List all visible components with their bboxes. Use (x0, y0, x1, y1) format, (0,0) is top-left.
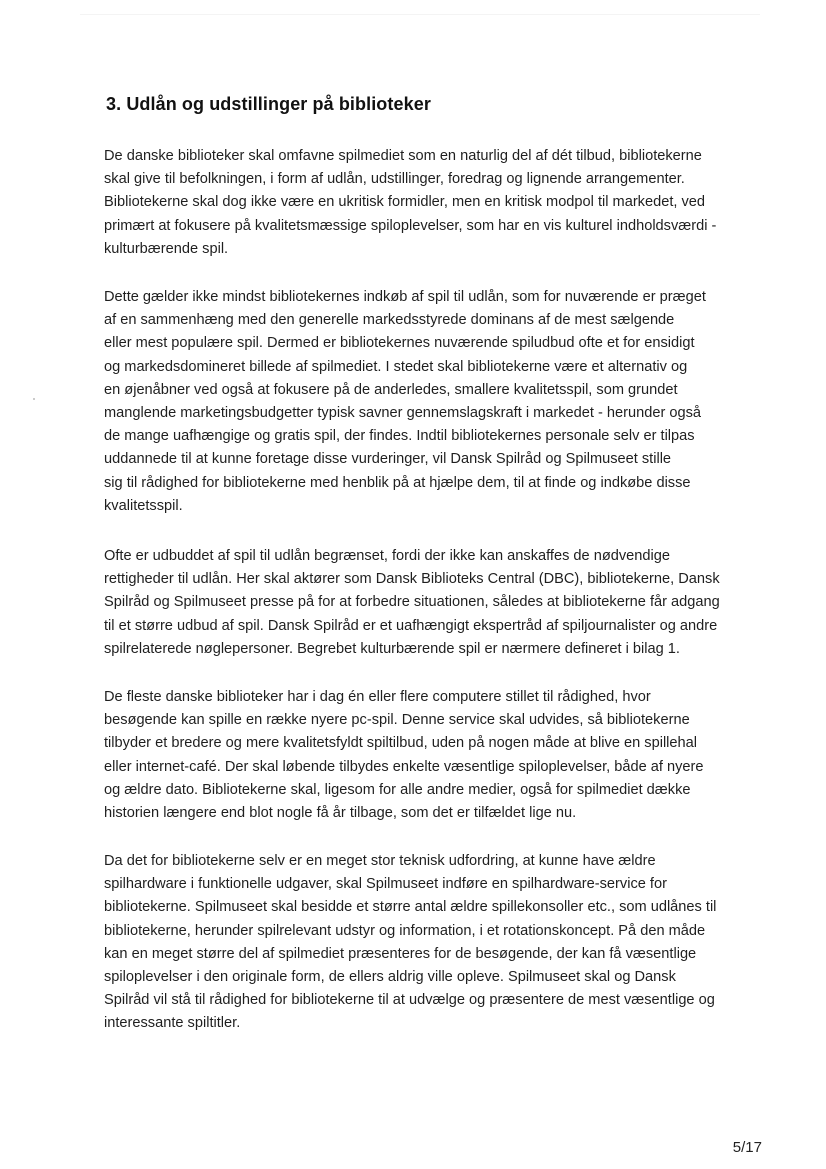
paragraph-4 (104, 686, 772, 825)
paragraph-line: Ofte er udbuddet af spil til udlån begrænset, fordi der ikke kan anskaffes de nødvendige (104, 548, 670, 564)
paragraph-line: sig til rådighed for bibliotekerne med henblik på at hjælpe dem, til at finde og indkøbe disse (104, 474, 691, 491)
paragraph-line: manglende marketingsbudgetter typisk savner gennemslagskraft i markedet - herunder også (104, 405, 702, 422)
paragraph-line: kulturbærende spil. (104, 240, 229, 257)
paragraph-1 (104, 145, 772, 261)
paragraph-line: og ældre dato. Bibliotekerne skal, ligesom for alle andre medier, også for spilmediet dække (104, 781, 691, 798)
paragraph-line: spilrelaterede nøglepersoner. Begrebet kulturbærende spil er nærmere defineret i bilag 1. (104, 640, 680, 657)
paragraph-line: Spilråd vil stå til rådighed for bibliotekerne til at udvælge og præsentere de mest væsentlige og (104, 992, 715, 1009)
paragraph-line: historien længere end blot nogle få år tilbage, som det er tilfældet lige nu. (104, 805, 577, 822)
section-heading: 3. Udlån og udstillinger på biblioteker (106, 94, 431, 114)
paragraph-line: kan en meget større del af spilmediet præsenteres for de besøgende, der kan få væsentlige (104, 945, 697, 962)
paragraph-line: De danske biblioteker skal omfavne spilmediet som en naturlig del af dét tilbud, bibliotekerne (104, 148, 702, 164)
paragraph-line: eller internet-café. Der skal løbende tilbydes enkelte væsentlige spiloplevelser, både af nyere (104, 758, 704, 775)
paragraph-line: Dette gælder ikke mindst bibliotekernes indkøb af spil til udlån, som for nuværende er præget (104, 289, 706, 305)
paragraph-5 (104, 850, 772, 1036)
paragraph-line: kvalitetsspil. (104, 497, 183, 514)
paragraph-line: de mange uafhængige og gratis spil, der findes. Indtil bibliotekernes personale selv er tilpas (104, 428, 695, 445)
paragraph-line: Spilråd og Spilmuseet presse på for at forbedre situationen, således at bibliotekerne får adgang (104, 594, 720, 611)
paragraph-line: uddannede til at kunne foretage disse vurderinger, vil Dansk Spilråd og Spilmuseet stille (104, 451, 672, 468)
paragraph-line: rettigheder til udlån. Her skal aktører som Dansk Biblioteks Central (DBC), bibliotekerne, Dansk (104, 571, 720, 588)
paragraph-line: interessante spiltitler. (104, 1015, 241, 1032)
paragraph-line: spiloplevelser i den originale form, de ellers aldrig ville opleve. Spilmuseet skal og Dansk (104, 969, 676, 986)
paragraph-line: bibliotekerne, herunder spilrelevant udstyr og information, i et rotationskoncept. På den måde (104, 922, 706, 939)
paragraph-line: De fleste danske biblioteker har i dag én eller flere computere stillet til rådighed, hvor (104, 689, 651, 705)
scan-speck (33, 398, 35, 400)
paragraph-line: og markedsdomineret billede af spilmediet. I stedet skal bibliotekerne være et alternativ og (104, 358, 688, 375)
page-number: 5/17 (732, 1139, 762, 1156)
paragraph-line: en øjenåbner ved også at fokusere på de anderledes, smallere kvalitetsspil, som grundet (104, 381, 678, 398)
paragraph-line: skal give til befolkningen, i form af udlån, udstillinger, foredrag og lignende arrangementer. (104, 171, 685, 188)
paragraph-line: Da det for bibliotekerne selv er en meget stor teknisk udfordring, at kunne have ældre (104, 853, 656, 869)
paragraph-3 (104, 545, 772, 661)
paragraph-line: af en sammenhæng med den generelle markedsstyrede dominans af de mest sælgende (104, 312, 675, 329)
paragraph-line: Bibliotekerne skal dog ikke være en ukritisk formidler, men en kritisk modpol til markedet, ved (104, 194, 706, 211)
paragraph-line: primært at fokusere på kvalitetsmæssige spiloplevelser, som har en vis kulturel indholdsværdi - (104, 217, 717, 234)
paragraph-line: spilhardware i funktionelle udgaver, skal Spilmuseet indføre en spilhardware-service for (104, 876, 667, 893)
paragraph-line: eller mest populære spil. Dermed er bibliotekernes nuværende spiludbud ofte et for ensidigt (104, 335, 695, 352)
paragraph-line: tilbyder et bredere og mere kvalitetsfyldt spiltilbud, uden på nogen måde at blive en spillehal (104, 735, 698, 752)
scan-top-edge (80, 14, 760, 15)
paragraph-line: besøgende kan spille en række nyere pc-spil. Denne service skal udvides, så bibliotekerne (104, 712, 690, 729)
paragraph-2 (104, 286, 772, 518)
paragraph-line: bibliotekerne. Spilmuseet skal besidde et større antal ældre spillekonsoller etc., som udlånes til (104, 899, 717, 916)
paragraph-line: til et større udbud af spil. Dansk Spilråd er et uafhængigt ekspertråd af spiljournalister og andre (104, 617, 718, 634)
